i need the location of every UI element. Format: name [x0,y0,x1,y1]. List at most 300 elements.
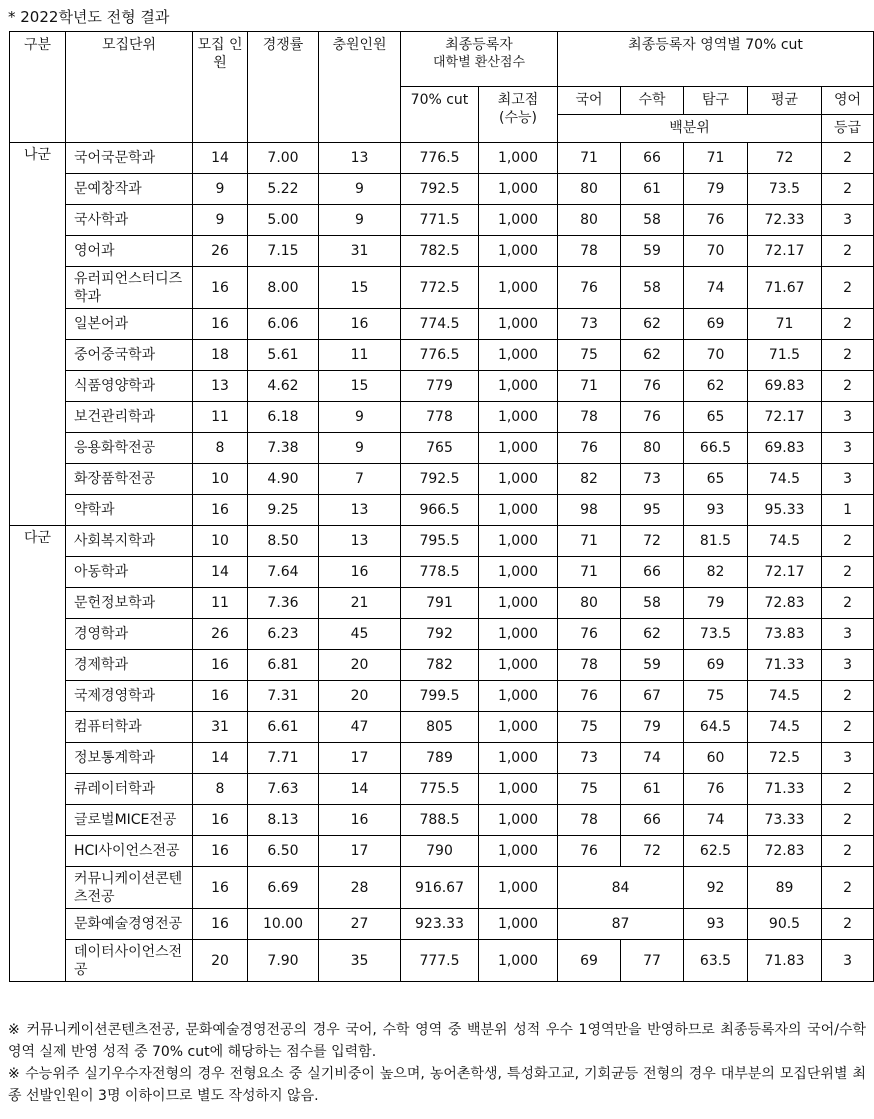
cut70-cell: 771.5 [401,205,479,236]
avg-cell: 71.33 [748,650,822,681]
math-cell: 72 [621,836,684,867]
kor-cell: 78 [558,236,621,267]
header-additional: 충원인원 [319,32,401,143]
inq-cell: 81.5 [684,526,748,557]
table-row [10,867,874,909]
inq-cell: 62.5 [684,836,748,867]
competition-cell: 4.62 [248,371,319,402]
eng-cell: 2 [822,588,874,619]
kor-cell: 76 [558,836,621,867]
header-max [479,87,558,143]
max-cell: 1,000 [479,205,558,236]
kor-cell: 78 [558,805,621,836]
kor-cell: 69 [558,940,621,982]
kor-cell: 71 [558,526,621,557]
avg-cell: 73.5 [748,174,822,205]
avg-cell: 71.5 [748,340,822,371]
cut70-cell: 923.33 [401,909,479,940]
table-body [10,143,874,982]
cut70-cell: 966.5 [401,495,479,526]
avg-cell: 90.5 [748,909,822,940]
quota-cell: 31 [193,712,248,743]
eng-cell: 3 [822,650,874,681]
competition-cell: 6.61 [248,712,319,743]
inq-cell: 76 [684,774,748,805]
cut70-cell: 792 [401,619,479,650]
avg-cell: 72 [748,143,822,174]
additional-cell: 9 [319,402,401,433]
additional-cell: 13 [319,495,401,526]
inq-cell: 93 [684,495,748,526]
additional-cell: 7 [319,464,401,495]
eng-cell: 2 [822,174,874,205]
quota-cell: 16 [193,495,248,526]
quota-cell: 20 [193,940,248,982]
quota-cell: 16 [193,909,248,940]
inq-cell: 66.5 [684,433,748,464]
kor-cell: 76 [558,267,621,309]
table-row [10,650,874,681]
eng-cell: 3 [822,940,874,982]
inq-cell: 65 [684,402,748,433]
kor-cell: 82 [558,464,621,495]
kor-cell: 71 [558,371,621,402]
cut70-cell: 777.5 [401,940,479,982]
kor-cell: 75 [558,712,621,743]
table-row [10,712,874,743]
competition-cell: 6.50 [248,836,319,867]
math-cell: 76 [621,402,684,433]
additional-cell: 9 [319,433,401,464]
competition-cell: 7.36 [248,588,319,619]
table-row [10,143,874,174]
additional-cell: 21 [319,588,401,619]
inq-cell: 82 [684,557,748,588]
inq-cell: 69 [684,309,748,340]
header-group: 구분 [10,32,66,143]
eng-cell: 2 [822,712,874,743]
avg-cell: 72.17 [748,557,822,588]
table-row [10,340,874,371]
competition-cell: 7.31 [248,681,319,712]
eng-cell: 2 [822,309,874,340]
inq-cell: 69 [684,650,748,681]
unit-name: 경영학과 [66,619,193,650]
max-cell: 1,000 [479,267,558,309]
header-eng: 영어 [822,87,874,115]
unit-name: 경제학과 [66,650,193,681]
kor-cell: 76 [558,681,621,712]
inq-cell: 93 [684,909,748,940]
quota-cell: 18 [193,340,248,371]
additional-cell: 17 [319,836,401,867]
additional-cell: 35 [319,940,401,982]
math-cell: 95 [621,495,684,526]
cut70-cell: 776.5 [401,143,479,174]
quota-cell: 16 [193,309,248,340]
inq-cell: 74 [684,805,748,836]
cut70-cell: 805 [401,712,479,743]
kor-cell: 73 [558,309,621,340]
quota-cell: 11 [193,588,248,619]
header-kor: 국어 [558,87,621,115]
quota-cell: 8 [193,774,248,805]
header-max-sub: (수능) [499,110,537,126]
kor-cell: 80 [558,205,621,236]
math-cell: 61 [621,174,684,205]
table-row [10,940,874,982]
eng-cell: 2 [822,340,874,371]
table-row [10,371,874,402]
header-avg: 평균 [748,87,822,115]
quota-cell: 10 [193,526,248,557]
competition-cell: 6.23 [248,619,319,650]
unit-name: 영어과 [66,236,193,267]
max-cell: 1,000 [479,681,558,712]
page-title: * 2022학년도 전형 결과 [8,8,170,26]
max-cell: 1,000 [479,174,558,205]
table-row [10,836,874,867]
eng-cell: 3 [822,464,874,495]
table-row [10,557,874,588]
quota-cell: 14 [193,557,248,588]
eng-cell: 2 [822,681,874,712]
inq-cell: 73.5 [684,619,748,650]
cut70-cell: 774.5 [401,309,479,340]
unit-name: 중어중국학과 [66,340,193,371]
math-cell: 66 [621,805,684,836]
competition-cell: 7.64 [248,557,319,588]
additional-cell: 15 [319,371,401,402]
header-unit: 모집단위 [66,32,193,143]
table-row [10,774,874,805]
additional-cell: 13 [319,143,401,174]
eng-cell: 2 [822,236,874,267]
eng-cell: 2 [822,267,874,309]
max-cell: 1,000 [479,495,558,526]
competition-cell: 6.06 [248,309,319,340]
eng-cell: 3 [822,402,874,433]
kor-cell: 98 [558,495,621,526]
quota-cell: 11 [193,402,248,433]
avg-cell: 74.5 [748,681,822,712]
quota-cell: 14 [193,143,248,174]
math-cell: 58 [621,205,684,236]
eng-cell: 1 [822,495,874,526]
competition-cell: 6.69 [248,867,319,909]
competition-cell: 8.50 [248,526,319,557]
quota-cell: 16 [193,681,248,712]
header-inq: 탐구 [684,87,748,115]
math-cell: 79 [621,712,684,743]
header-cut70: 70% cut [401,87,479,143]
eng-cell: 2 [822,867,874,909]
max-cell: 1,000 [479,557,558,588]
cut70-cell: 775.5 [401,774,479,805]
math-cell: 74 [621,743,684,774]
additional-cell: 45 [319,619,401,650]
quota-cell: 10 [193,464,248,495]
math-cell: 59 [621,650,684,681]
header-percentile: 백분위 [558,115,822,143]
inq-cell: 79 [684,588,748,619]
unit-name: 사회복지학과 [66,526,193,557]
unit-name: 커뮤니케이션콘텐츠전공 [66,867,193,909]
max-cell: 1,000 [479,774,558,805]
table-row [10,464,874,495]
quota-cell: 16 [193,867,248,909]
eng-cell: 2 [822,557,874,588]
competition-cell: 9.25 [248,495,319,526]
max-cell: 1,000 [479,236,558,267]
table-row [10,402,874,433]
max-cell: 1,000 [479,143,558,174]
eng-cell: 3 [822,619,874,650]
quota-cell: 13 [193,371,248,402]
kor-cell: 71 [558,557,621,588]
header-final-score [401,32,558,87]
competition-cell: 7.63 [248,774,319,805]
header-final-score-sub: 대학별 환산점수 [432,55,526,70]
quota-cell: 26 [193,236,248,267]
avg-cell: 69.83 [748,371,822,402]
competition-cell: 7.15 [248,236,319,267]
cut70-cell: 778 [401,402,479,433]
eng-cell: 2 [822,371,874,402]
note-2: ※ 수능위주 실기우수자전형의 경우 전형요소 중 실기비중이 높으며, 농어촌학생, 특성화고교, 기회균등 전형의 경우 대부분의 모집단위별 최종 선발인원이 3명 이하이므로 별도 작성하지 않음. [8,1066,866,1104]
math-cell: 58 [621,267,684,309]
unit-name: HCI사이언스전공 [66,836,193,867]
table-row [10,205,874,236]
kor-cell: 80 [558,588,621,619]
cut70-cell: 795.5 [401,526,479,557]
table-row [10,619,874,650]
group-label: 나군 [10,143,66,526]
unit-name: 화장품학전공 [66,464,193,495]
table-row [10,805,874,836]
additional-cell: 20 [319,650,401,681]
math-cell: 77 [621,940,684,982]
math-cell: 67 [621,681,684,712]
table-row [10,495,874,526]
cut70-cell: 790 [401,836,479,867]
max-cell: 1,000 [479,712,558,743]
competition-cell: 6.81 [248,650,319,681]
max-cell: 1,000 [479,743,558,774]
competition-cell: 5.00 [248,205,319,236]
unit-name: 아동학과 [66,557,193,588]
inq-cell: 71 [684,143,748,174]
kor-cell: 78 [558,402,621,433]
unit-name: 문예창작과 [66,174,193,205]
competition-cell: 7.90 [248,940,319,982]
avg-cell: 71 [748,309,822,340]
inq-cell: 65 [684,464,748,495]
eng-cell: 2 [822,526,874,557]
max-cell: 1,000 [479,433,558,464]
math-cell: 73 [621,464,684,495]
kor-math-merged-cell: 87 [558,909,684,940]
math-cell: 59 [621,236,684,267]
unit-name: 큐레이터학과 [66,774,193,805]
max-cell: 1,000 [479,805,558,836]
avg-cell: 72.17 [748,236,822,267]
avg-cell: 74.5 [748,464,822,495]
table-row [10,433,874,464]
quota-cell: 8 [193,433,248,464]
unit-name: 문헌정보학과 [66,588,193,619]
max-cell: 1,000 [479,526,558,557]
additional-cell: 15 [319,267,401,309]
max-cell: 1,000 [479,340,558,371]
inq-cell: 70 [684,236,748,267]
unit-name: 약학과 [66,495,193,526]
additional-cell: 47 [319,712,401,743]
unit-name: 보건관리학과 [66,402,193,433]
math-cell: 80 [621,433,684,464]
cut70-cell: 791 [401,588,479,619]
additional-cell: 11 [319,340,401,371]
group-label: 다군 [10,526,66,982]
inq-cell: 75 [684,681,748,712]
max-cell: 1,000 [479,464,558,495]
additional-cell: 9 [319,205,401,236]
table-row [10,743,874,774]
eng-cell: 2 [822,143,874,174]
avg-cell: 73.33 [748,805,822,836]
eng-cell: 3 [822,205,874,236]
max-cell: 1,000 [479,619,558,650]
avg-cell: 74.5 [748,712,822,743]
competition-cell: 4.90 [248,464,319,495]
max-cell: 1,000 [479,940,558,982]
avg-cell: 89 [748,867,822,909]
unit-name: 응용화학전공 [66,433,193,464]
math-cell: 76 [621,371,684,402]
max-cell: 1,000 [479,650,558,681]
table-row [10,236,874,267]
quota-cell: 16 [193,836,248,867]
kor-cell: 73 [558,743,621,774]
kor-cell: 76 [558,433,621,464]
avg-cell: 69.83 [748,433,822,464]
competition-cell: 8.13 [248,805,319,836]
additional-cell: 31 [319,236,401,267]
inq-cell: 63.5 [684,940,748,982]
competition-cell: 7.71 [248,743,319,774]
header-quota: 모집 인원 [193,32,248,143]
avg-cell: 72.83 [748,588,822,619]
cut70-cell: 788.5 [401,805,479,836]
additional-cell: 9 [319,174,401,205]
kor-math-merged-cell: 84 [558,867,684,909]
competition-cell: 6.18 [248,402,319,433]
cut70-cell: 772.5 [401,267,479,309]
avg-cell: 71.67 [748,267,822,309]
max-cell: 1,000 [479,371,558,402]
max-cell: 1,000 [479,867,558,909]
cut70-cell: 782.5 [401,236,479,267]
table-row [10,588,874,619]
cut70-cell: 779 [401,371,479,402]
table-row [10,681,874,712]
competition-cell: 7.00 [248,143,319,174]
avg-cell: 72.33 [748,205,822,236]
cut70-cell: 916.67 [401,867,479,909]
additional-cell: 16 [319,309,401,340]
additional-cell: 17 [319,743,401,774]
unit-name: 식품영양학과 [66,371,193,402]
additional-cell: 20 [319,681,401,712]
max-cell: 1,000 [479,836,558,867]
quota-cell: 16 [193,805,248,836]
inq-cell: 79 [684,174,748,205]
inq-cell: 62 [684,371,748,402]
additional-cell: 28 [319,867,401,909]
quota-cell: 9 [193,174,248,205]
max-cell: 1,000 [479,309,558,340]
cut70-cell: 778.5 [401,557,479,588]
unit-name: 유러피언스터디즈학과 [66,267,193,309]
header-max-title: 최고점 [497,92,539,108]
math-cell: 62 [621,309,684,340]
unit-name: 국어국문학과 [66,143,193,174]
avg-cell: 74.5 [748,526,822,557]
avg-cell: 72.5 [748,743,822,774]
cut70-cell: 776.5 [401,340,479,371]
cut70-cell: 792.5 [401,174,479,205]
unit-name: 국제경영학과 [66,681,193,712]
competition-cell: 5.22 [248,174,319,205]
max-cell: 1,000 [479,909,558,940]
math-cell: 66 [621,143,684,174]
header-final-score-title: 최종등록자 [445,37,513,53]
kor-cell: 71 [558,143,621,174]
competition-cell: 8.00 [248,267,319,309]
eng-cell: 2 [822,836,874,867]
math-cell: 62 [621,340,684,371]
unit-name: 문화예술경영전공 [66,909,193,940]
inq-cell: 70 [684,340,748,371]
table-row [10,909,874,940]
quota-cell: 14 [193,743,248,774]
avg-cell: 71.83 [748,940,822,982]
cut70-cell: 789 [401,743,479,774]
note-1: ※ 커뮤니케이션콘텐츠전공, 문화예술경영전공의 경우 국어, 수학 영역 중 백분위 성적 우수 1영역만을 반영하므로 최종등록자의 국어/수학 영역 실제 반영 성적 중 70% cut에 해당하는 점수를 입력함. [8,1022,866,1060]
unit-name: 국사학과 [66,205,193,236]
admission-results-table [9,31,874,982]
inq-cell: 76 [684,205,748,236]
header-math: 수학 [621,87,684,115]
eng-cell: 2 [822,805,874,836]
unit-name: 정보통계학과 [66,743,193,774]
header-competition: 경쟁률 [248,32,319,143]
table-row [10,309,874,340]
table-row [10,174,874,205]
additional-cell: 13 [319,526,401,557]
quota-cell: 26 [193,619,248,650]
kor-cell: 80 [558,174,621,205]
additional-cell: 16 [319,557,401,588]
max-cell: 1,000 [479,402,558,433]
inq-cell: 74 [684,267,748,309]
table-header [10,32,874,143]
math-cell: 72 [621,526,684,557]
avg-cell: 72.83 [748,836,822,867]
eng-cell: 2 [822,909,874,940]
additional-cell: 27 [319,909,401,940]
quota-cell: 16 [193,267,248,309]
